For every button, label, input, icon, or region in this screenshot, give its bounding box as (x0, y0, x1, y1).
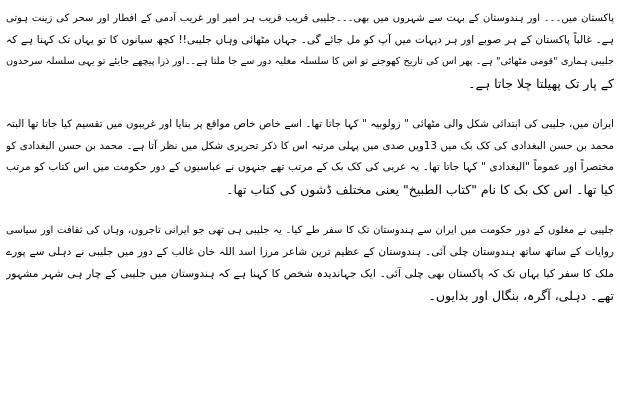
paragraph-jalebi-mughal-era (6, 220, 614, 306)
text-line: ہے۔ غالباً پاکستان کے ہر صوبے اور ہر دیہات میں آپ کو مل جائے گی۔ جہاں مٹھائی وہاں جلیبی!! کچھ سیانوں کا تو یہاں تک کہنا ہے کہ (6, 33, 614, 46)
text-line: جلیبی ہماری "قومی مٹھائی" ہے۔ پھر اس کی تاریخ کھوجنے تو اس کا سلسلہ مغلیہ دور سے جا ملتا ہے۔۔اور ذرا پیچھے جایئے تو یہی سلسلہ سرحدوں (6, 56, 614, 67)
text-line: تھے۔ دہلی، آگرہ، بنگال اور بدایوں۔ (428, 287, 614, 303)
paragraph-jalebi-in-pakistan (6, 8, 614, 94)
text-line: جلیبی نے مغلوں کے دور حکومت میں ایران سے ہندوستان تک کا سفر طے کیا۔ یہ جلیبی ہی تھی جو ایرانی تاجروں، وہاں کی ثقافت اور سیاسی (6, 225, 614, 236)
text-line: پاکستان میں۔۔۔ اور ہندوستان کے بہت سے شہروں میں بھی۔۔۔جلیبی قریب قریب ہر امیر اور غریب آدمی کے افطار اور سحر کی زینت ہوتی (6, 13, 614, 24)
text-line: ملک کا سفر کیا یہاں تک کہ پاکستان بھی چلی آئی۔ ایک جہاندیدہ شخص کا کہنا ہے کہ ہندوستان میں جلیبی کے چار ہی شہر مشہور (6, 267, 614, 280)
text-line: ایران میں، جلیبی کی ابتدائی شکل والی مٹھائی " زولوبیہ " کہا جاتا تھا۔ اسے خاص خاص مواقع پر بنایا اور غریبوں میں تقسیم کیا جاتا تھا البتہ (6, 118, 614, 130)
text-line: روایات کے ساتھ ساتھ ہندوستان چلی آئی۔ ہندوستان کے عظیم ترین شاعر مرزا اسد اللہ خان غالب کے دور میں جلیبی نے دہلی سے پورے (6, 245, 614, 258)
text-line: محمد بن حسن البغدادی کی کک بک میں 13ویں صدی میں پہلی مرتبہ اس کا ذکر تحریری شکل میں نظر آتا ہے۔ محمد بن حسن البغدادی کو (6, 139, 614, 152)
paragraph-jalebi-in-iran (6, 114, 614, 200)
text-line: کے پار تک پھیلتا چلا جاتا ہے۔ (468, 75, 614, 91)
text-line: مختصراً اور عموماً "البغدادی " کہا جاتا تھا۔ یہ عربی کی کک بک کے مرتب تھے جنہوں نے عباسیوں کے دور حکومت میں اس کتاب کو مرتب (6, 161, 614, 173)
text-line: کیا تھا۔ اس کک بک کا نام "کتاب الطبیخ" یعنی مختلف ڈشوں کی کتاب تھا۔ (226, 181, 614, 197)
